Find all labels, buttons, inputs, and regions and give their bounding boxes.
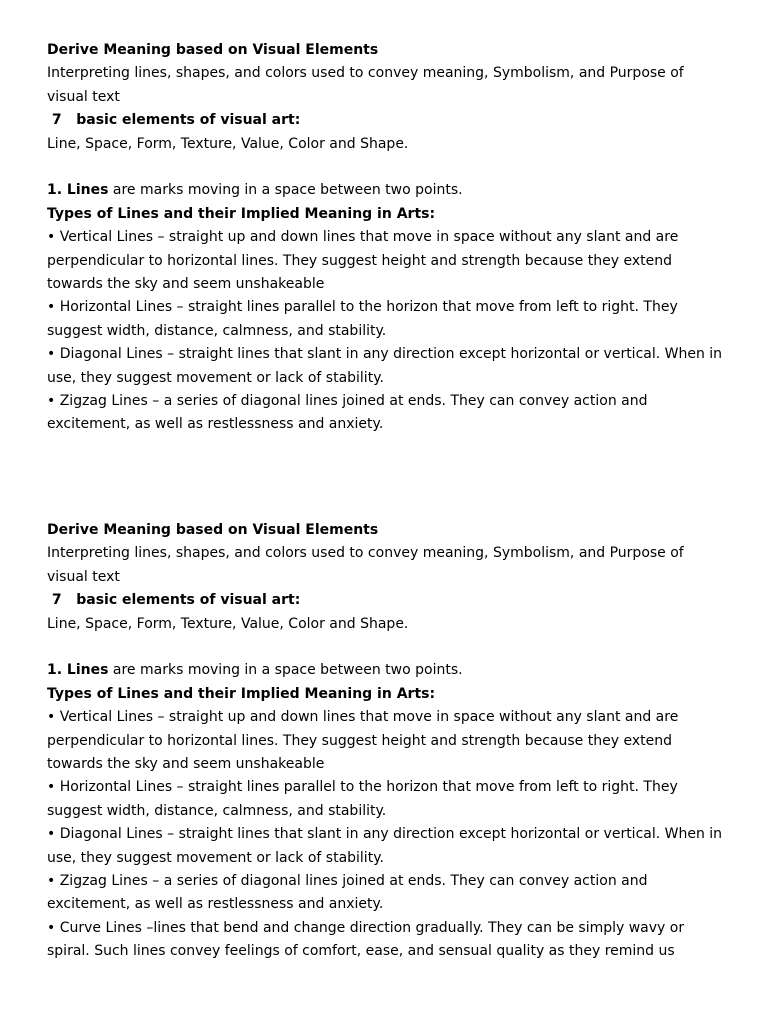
bullet-vertical-lines: • Vertical Lines – straight up and down lines that move in space without any slant and are perpendicular to horizontal lines. They suggest height and strength because they extend towards the sky and seem unshakeable (47, 229, 679, 293)
bullet-zigzag-lines: • Zigzag Lines – a series of diagonal lines joined at ends. They can convey action and excitement, as well as restlessness and anxiety. (47, 393, 648, 433)
types-heading: Types of Lines and their Implied Meaning in Arts: (47, 685, 436, 702)
bullet-horizontal-lines: • Horizontal Lines – straight lines parallel to the horizon that move from left to right. They suggest width, distance, calmness, and stability. (47, 299, 678, 339)
elements-heading: 7 basic elements of visual art: (47, 592, 301, 609)
section-heading: Derive Meaning based on Visual Elements (47, 521, 379, 538)
bullet-vertical-lines: • Vertical Lines – straight up and down lines that move in space without any slant and are perpendicular to horizontal lines. They suggest height and strength because they extend towards the sky and seem unshakeable (47, 709, 679, 772)
lines-term: 1. Lines (47, 662, 109, 679)
lines-def-text: are marks moving in a space between two points. (108, 662, 463, 679)
elements-heading: 7 basic elements of visual art: (47, 112, 301, 129)
lines-definition (47, 179, 728, 202)
section-1 (47, 39, 728, 437)
section-heading: Derive Meaning based on Visual Elements (47, 42, 379, 58)
section-2 (47, 519, 728, 964)
lines-term: 1. Lines (47, 182, 109, 199)
bullet-horizontal-lines: • Horizontal Lines – straight lines parallel to the horizon that move from left to right. They suggest width, distance, calmness, and stability. (47, 779, 678, 819)
elements-list: Line, Space, Form, Texture, Value, Color and Shape. (47, 615, 409, 632)
bullet-diagonal-lines: • Diagonal Lines – straight lines that slant in any direction except horizontal or vertical. When in use, they suggest movement or lack of stability. (47, 826, 723, 866)
types-heading: Types of Lines and their Implied Meaning in Arts: (47, 205, 436, 222)
blank-line (47, 636, 728, 659)
intro-text: Interpreting lines, shapes, and colors used to convey meaning, Symbolism, and Purpose of visual text (47, 545, 684, 585)
lines-definition (47, 659, 728, 682)
elements-list: Line, Space, Form, Texture, Value, Color and Shape. (47, 135, 409, 152)
bullet-zigzag-lines: • Zigzag Lines – a series of diagonal lines joined at ends. They can convey action and excitement, as well as restlessness and anxiety. (47, 872, 648, 913)
intro-text: Interpreting lines, shapes, and colors used to convey meaning, Symbolism, and Purpose of visual text (47, 65, 684, 105)
bullet-diagonal-lines: • Diagonal Lines – straight lines that slant in any direction except horizontal or vertical. When in use, they suggest movement or lack of stability. (47, 346, 723, 386)
bullet-curve-lines: • Curve Lines –lines that bend and change direction gradually. They can be simply wavy or spiral. Such lines convey feelings of comfort, ease, and sensual quality as they remind us (47, 919, 685, 960)
lines-def-text: are marks moving in a space between two points. (108, 182, 463, 199)
blank-line (47, 156, 728, 179)
